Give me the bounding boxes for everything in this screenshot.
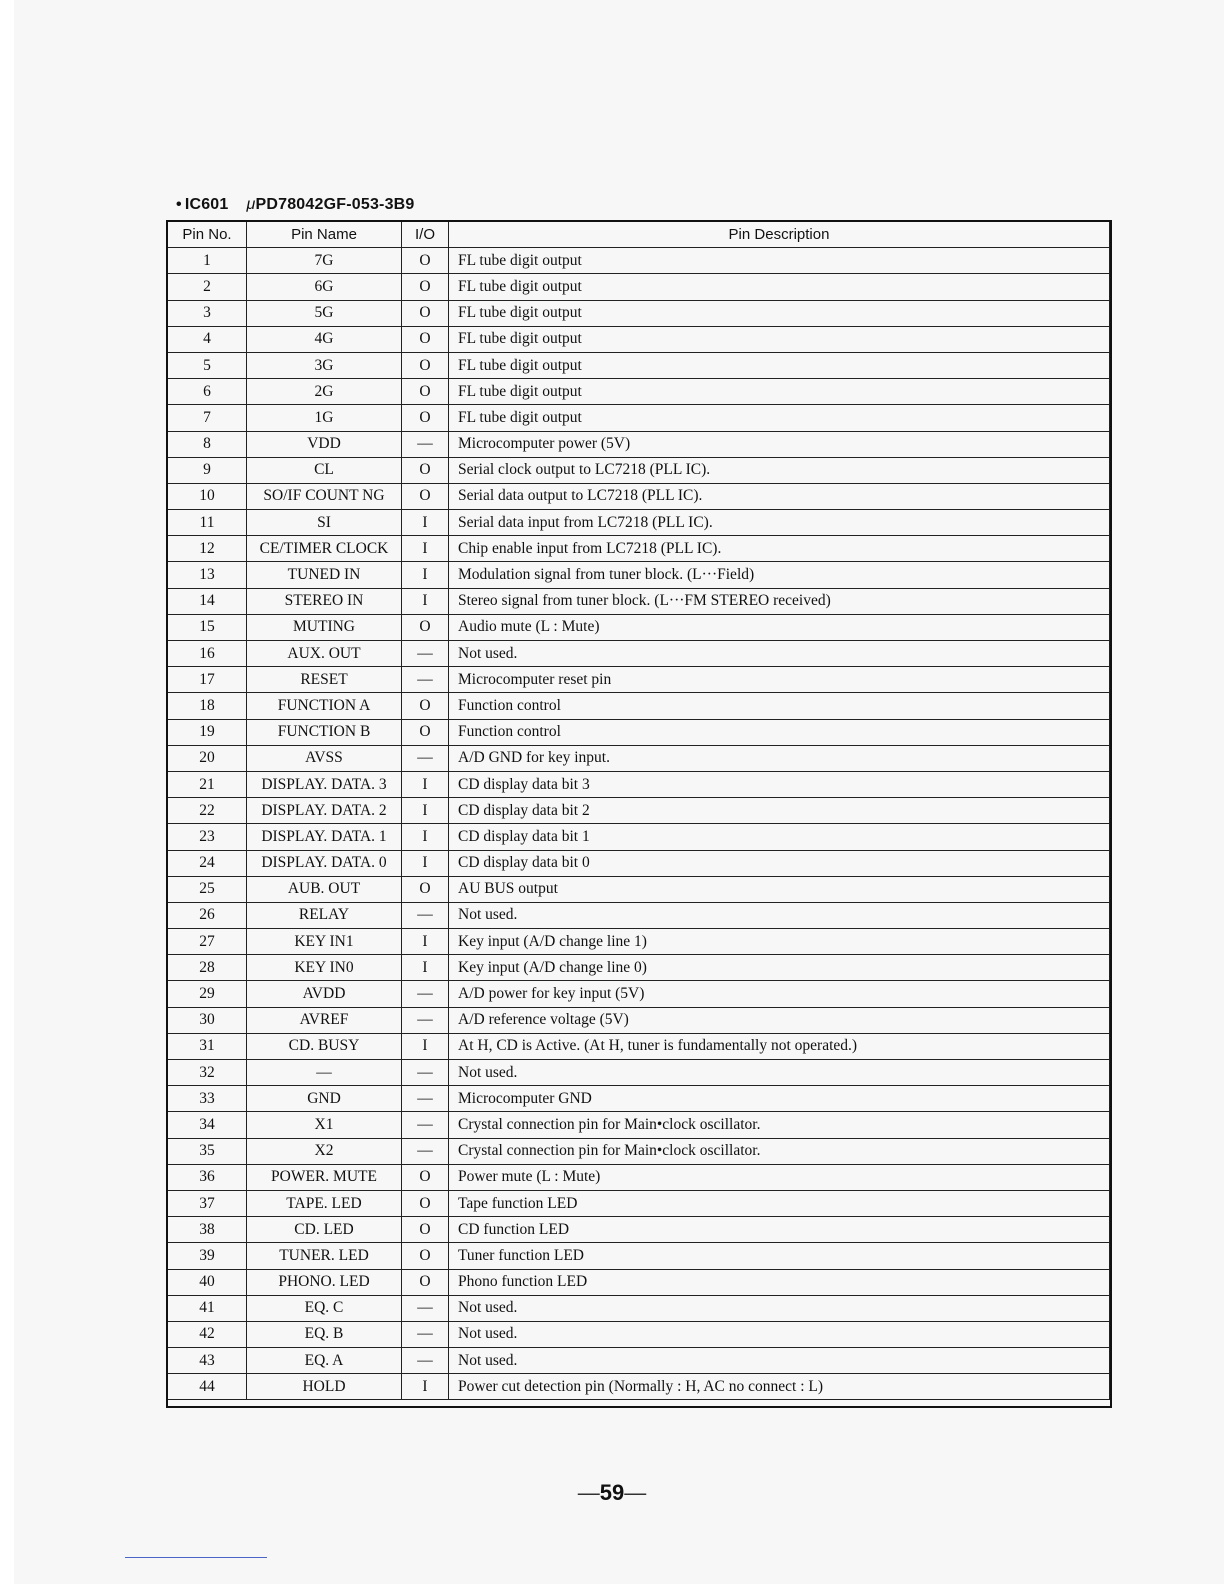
pin-io: O bbox=[402, 483, 449, 509]
table-row bbox=[168, 1033, 1110, 1059]
table-row bbox=[168, 1217, 1110, 1243]
pin-name: TUNED IN bbox=[247, 562, 402, 588]
table-row bbox=[168, 902, 1110, 928]
page-dash-left: — bbox=[577, 1480, 600, 1505]
pin-description: CD display data bit 1 bbox=[449, 824, 1110, 850]
table-row bbox=[168, 929, 1110, 955]
table-row bbox=[168, 1348, 1110, 1374]
pin-number: 32 bbox=[168, 1060, 247, 1086]
pin-io: O bbox=[402, 352, 449, 378]
pin-io: I bbox=[402, 1033, 449, 1059]
pin-name: TUNER. LED bbox=[247, 1243, 402, 1269]
pin-number: 42 bbox=[168, 1321, 247, 1347]
pin-name: CD. LED bbox=[247, 1217, 402, 1243]
pin-description: AU BUS output bbox=[449, 876, 1110, 902]
pin-io: I bbox=[402, 850, 449, 876]
pin-name: RELAY bbox=[247, 902, 402, 928]
pin-name: 3G bbox=[247, 352, 402, 378]
pin-io: — bbox=[402, 667, 449, 693]
table-row bbox=[168, 1060, 1110, 1086]
header-io: I/O bbox=[402, 222, 449, 248]
pin-number: 33 bbox=[168, 1086, 247, 1112]
pin-name: KEY IN0 bbox=[247, 955, 402, 981]
pin-description: Function control bbox=[449, 719, 1110, 745]
link-underline bbox=[125, 1557, 267, 1558]
pin-name: SO/IF COUNT NG bbox=[247, 483, 402, 509]
table-row bbox=[168, 274, 1110, 300]
table-row bbox=[168, 1086, 1110, 1112]
pin-io: — bbox=[402, 1086, 449, 1112]
pin-io: — bbox=[402, 1007, 449, 1033]
pin-io: O bbox=[402, 719, 449, 745]
header-pin-name: Pin Name bbox=[247, 222, 402, 248]
pin-description: FL tube digit output bbox=[449, 405, 1110, 431]
pin-number: 18 bbox=[168, 693, 247, 719]
table-row bbox=[168, 771, 1110, 797]
pin-io: — bbox=[402, 431, 449, 457]
table-row bbox=[168, 981, 1110, 1007]
table-row bbox=[168, 1138, 1110, 1164]
pin-number: 4 bbox=[168, 326, 247, 352]
pin-io: — bbox=[402, 1112, 449, 1138]
table-header-row bbox=[168, 222, 1110, 248]
pin-description: Stereo signal from tuner block. (L···FM STEREO received) bbox=[449, 588, 1110, 614]
pin-io: O bbox=[402, 248, 449, 274]
header-pin-no: Pin No. bbox=[168, 222, 247, 248]
pin-description: Serial clock output to LC7218 (PLL IC). bbox=[449, 457, 1110, 483]
pin-number: 28 bbox=[168, 955, 247, 981]
pin-name: DISPLAY. DATA. 1 bbox=[247, 824, 402, 850]
pin-name: 7G bbox=[247, 248, 402, 274]
pin-io: I bbox=[402, 929, 449, 955]
pin-name: 2G bbox=[247, 379, 402, 405]
pin-description: A/D power for key input (5V) bbox=[449, 981, 1110, 1007]
pin-io: O bbox=[402, 876, 449, 902]
pin-name: EQ. A bbox=[247, 1348, 402, 1374]
pin-description: Microcomputer power (5V) bbox=[449, 431, 1110, 457]
table-row bbox=[168, 876, 1110, 902]
table-row bbox=[168, 955, 1110, 981]
pin-description: Function control bbox=[449, 693, 1110, 719]
pin-name: DISPLAY. DATA. 0 bbox=[247, 850, 402, 876]
pin-number: 38 bbox=[168, 1217, 247, 1243]
pin-number: 9 bbox=[168, 457, 247, 483]
pin-name: 1G bbox=[247, 405, 402, 431]
pin-name: DISPLAY. DATA. 3 bbox=[247, 771, 402, 797]
pin-number: 10 bbox=[168, 483, 247, 509]
table-row bbox=[168, 1295, 1110, 1321]
pin-number: 31 bbox=[168, 1033, 247, 1059]
page-dash-right: — bbox=[624, 1480, 647, 1505]
pin-number: 2 bbox=[168, 274, 247, 300]
table-row bbox=[168, 850, 1110, 876]
pin-io: O bbox=[402, 1217, 449, 1243]
table-row bbox=[168, 1269, 1110, 1295]
table-row bbox=[168, 614, 1110, 640]
pin-io: O bbox=[402, 693, 449, 719]
pin-number: 23 bbox=[168, 824, 247, 850]
pin-name: X1 bbox=[247, 1112, 402, 1138]
pin-name: AUB. OUT bbox=[247, 876, 402, 902]
pin-number: 44 bbox=[168, 1374, 247, 1400]
pin-io: I bbox=[402, 771, 449, 797]
pin-number: 19 bbox=[168, 719, 247, 745]
pin-description: CD display data bit 2 bbox=[449, 798, 1110, 824]
table-row bbox=[168, 536, 1110, 562]
pin-name: CL bbox=[247, 457, 402, 483]
pin-description: FL tube digit output bbox=[449, 300, 1110, 326]
pin-name: EQ. C bbox=[247, 1295, 402, 1321]
pin-description: Not used. bbox=[449, 1321, 1110, 1347]
pin-description: FL tube digit output bbox=[449, 326, 1110, 352]
part-number: PD78042GF-053-3B9 bbox=[255, 196, 415, 213]
pin-number: 12 bbox=[168, 536, 247, 562]
pin-description: Tape function LED bbox=[449, 1190, 1110, 1216]
table-row bbox=[168, 667, 1110, 693]
table-row bbox=[168, 824, 1110, 850]
pin-name: DISPLAY. DATA. 2 bbox=[247, 798, 402, 824]
table-row bbox=[168, 431, 1110, 457]
pin-name: CD. BUSY bbox=[247, 1033, 402, 1059]
pin-description: CD display data bit 0 bbox=[449, 850, 1110, 876]
pin-name: AUX. OUT bbox=[247, 641, 402, 667]
pin-io: I bbox=[402, 1374, 449, 1400]
pin-description: FL tube digit output bbox=[449, 379, 1110, 405]
pin-name: MUTING bbox=[247, 614, 402, 640]
pin-io: — bbox=[402, 745, 449, 771]
pin-number: 27 bbox=[168, 929, 247, 955]
pin-io: I bbox=[402, 824, 449, 850]
pin-number: 7 bbox=[168, 405, 247, 431]
pin-io: — bbox=[402, 1060, 449, 1086]
table-row bbox=[168, 693, 1110, 719]
page-edge bbox=[0, 0, 14, 1584]
pin-description: FL tube digit output bbox=[449, 274, 1110, 300]
table-row bbox=[168, 326, 1110, 352]
pin-description: Microcomputer GND bbox=[449, 1086, 1110, 1112]
pin-number: 36 bbox=[168, 1164, 247, 1190]
pin-io: O bbox=[402, 300, 449, 326]
table-row bbox=[168, 641, 1110, 667]
pin-io: O bbox=[402, 614, 449, 640]
pin-io: I bbox=[402, 536, 449, 562]
table-row bbox=[168, 1164, 1110, 1190]
pin-name: TAPE. LED bbox=[247, 1190, 402, 1216]
pin-description: Serial data input from LC7218 (PLL IC). bbox=[449, 510, 1110, 536]
pin-description: Not used. bbox=[449, 1348, 1110, 1374]
pin-name: RESET bbox=[247, 667, 402, 693]
pin-description: Key input (A/D change line 1) bbox=[449, 929, 1110, 955]
pin-description: FL tube digit output bbox=[449, 352, 1110, 378]
pin-io: O bbox=[402, 1269, 449, 1295]
ic-designator: IC601 bbox=[184, 196, 229, 213]
pin-description: CD display data bit 3 bbox=[449, 771, 1110, 797]
table-row bbox=[168, 1112, 1110, 1138]
pin-io: — bbox=[402, 1295, 449, 1321]
pin-description: Crystal connection pin for Main•clock oscillator. bbox=[449, 1112, 1110, 1138]
pin-io: I bbox=[402, 510, 449, 536]
table-row bbox=[168, 457, 1110, 483]
pin-io: O bbox=[402, 1243, 449, 1269]
mu-prefix: μ bbox=[246, 196, 256, 213]
pin-name: CE/TIMER CLOCK bbox=[247, 536, 402, 562]
pin-name: HOLD bbox=[247, 1374, 402, 1400]
pin-description: Serial data output to LC7218 (PLL IC). bbox=[449, 483, 1110, 509]
table-row bbox=[168, 588, 1110, 614]
pin-number: 3 bbox=[168, 300, 247, 326]
pin-name: AVREF bbox=[247, 1007, 402, 1033]
pin-description: A/D GND for key input. bbox=[449, 745, 1110, 771]
pin-io: I bbox=[402, 562, 449, 588]
table-row bbox=[168, 483, 1110, 509]
pin-description: Power cut detection pin (Normally : H, AC no connect : L) bbox=[449, 1374, 1110, 1400]
pin-number: 1 bbox=[168, 248, 247, 274]
pin-name: AVSS bbox=[247, 745, 402, 771]
table-row bbox=[168, 1190, 1110, 1216]
pin-number: 21 bbox=[168, 771, 247, 797]
pin-io: — bbox=[402, 902, 449, 928]
pin-name: VDD bbox=[247, 431, 402, 457]
pin-number: 30 bbox=[168, 1007, 247, 1033]
pin-name: PHONO. LED bbox=[247, 1269, 402, 1295]
table-row bbox=[168, 1243, 1110, 1269]
pin-number: 22 bbox=[168, 798, 247, 824]
pin-description: Not used. bbox=[449, 902, 1110, 928]
pin-number: 13 bbox=[168, 562, 247, 588]
pin-description: Not used. bbox=[449, 1060, 1110, 1086]
pin-number: 25 bbox=[168, 876, 247, 902]
pin-name: STEREO IN bbox=[247, 588, 402, 614]
header-pin-description: Pin Description bbox=[449, 222, 1110, 248]
table-row bbox=[168, 405, 1110, 431]
pin-number: 24 bbox=[168, 850, 247, 876]
pin-number: 35 bbox=[168, 1138, 247, 1164]
pin-io: O bbox=[402, 1164, 449, 1190]
pin-number: 39 bbox=[168, 1243, 247, 1269]
pin-name: — bbox=[247, 1060, 402, 1086]
pin-description: Phono function LED bbox=[449, 1269, 1110, 1295]
table-body bbox=[168, 248, 1110, 1400]
pin-description: Chip enable input from LC7218 (PLL IC). bbox=[449, 536, 1110, 562]
pin-name: FUNCTION A bbox=[247, 693, 402, 719]
pin-number: 40 bbox=[168, 1269, 247, 1295]
table-row bbox=[168, 379, 1110, 405]
pin-description: Crystal connection pin for Main•clock oscillator. bbox=[449, 1138, 1110, 1164]
pin-number: 37 bbox=[168, 1190, 247, 1216]
pin-number: 29 bbox=[168, 981, 247, 1007]
pin-number: 6 bbox=[168, 379, 247, 405]
pin-io: O bbox=[402, 457, 449, 483]
pin-name: X2 bbox=[247, 1138, 402, 1164]
pin-name: 6G bbox=[247, 274, 402, 300]
pin-description: Not used. bbox=[449, 641, 1110, 667]
pin-io: — bbox=[402, 1321, 449, 1347]
pin-number: 11 bbox=[168, 510, 247, 536]
pin-description: FL tube digit output bbox=[449, 248, 1110, 274]
pin-name: SI bbox=[247, 510, 402, 536]
pin-description: A/D reference voltage (5V) bbox=[449, 1007, 1110, 1033]
pin-io: I bbox=[402, 798, 449, 824]
pin-io: O bbox=[402, 326, 449, 352]
table-row bbox=[168, 745, 1110, 771]
pin-io: O bbox=[402, 379, 449, 405]
table-row bbox=[168, 562, 1110, 588]
table-row bbox=[168, 1321, 1110, 1347]
pin-number: 17 bbox=[168, 667, 247, 693]
pin-io: O bbox=[402, 274, 449, 300]
pin-description: Audio mute (L : Mute) bbox=[449, 614, 1110, 640]
pin-name: FUNCTION B bbox=[247, 719, 402, 745]
page-number-value: 59 bbox=[599, 1480, 625, 1505]
pin-io: I bbox=[402, 955, 449, 981]
pin-description: Tuner function LED bbox=[449, 1243, 1110, 1269]
pin-name: GND bbox=[247, 1086, 402, 1112]
pin-io: O bbox=[402, 405, 449, 431]
pin-number: 20 bbox=[168, 745, 247, 771]
section-heading bbox=[176, 196, 415, 214]
table-row bbox=[168, 510, 1110, 536]
table-row bbox=[168, 352, 1110, 378]
pin-description: Power mute (L : Mute) bbox=[449, 1164, 1110, 1190]
pin-number: 43 bbox=[168, 1348, 247, 1374]
pin-name: 4G bbox=[247, 326, 402, 352]
pin-name: KEY IN1 bbox=[247, 929, 402, 955]
pin-name: POWER. MUTE bbox=[247, 1164, 402, 1190]
table-row bbox=[168, 1007, 1110, 1033]
pin-name: AVDD bbox=[247, 981, 402, 1007]
pin-number: 34 bbox=[168, 1112, 247, 1138]
pin-name: 5G bbox=[247, 300, 402, 326]
pin-description: Microcomputer reset pin bbox=[449, 667, 1110, 693]
pin-number: 26 bbox=[168, 902, 247, 928]
table-row bbox=[168, 300, 1110, 326]
pin-table bbox=[167, 221, 1110, 1400]
pin-number: 16 bbox=[168, 641, 247, 667]
pin-name: EQ. B bbox=[247, 1321, 402, 1347]
pin-description: CD function LED bbox=[449, 1217, 1110, 1243]
pin-io: — bbox=[402, 981, 449, 1007]
table-row bbox=[168, 719, 1110, 745]
bullet-icon: • bbox=[176, 196, 182, 213]
pin-io: — bbox=[402, 1348, 449, 1374]
pin-description: Modulation signal from tuner block. (L···Field) bbox=[449, 562, 1110, 588]
pin-description: Key input (A/D change line 0) bbox=[449, 955, 1110, 981]
table-row bbox=[168, 1374, 1110, 1400]
table-row bbox=[168, 248, 1110, 274]
pin-number: 15 bbox=[168, 614, 247, 640]
page-number bbox=[0, 1480, 1224, 1506]
pin-io: I bbox=[402, 588, 449, 614]
pin-io: — bbox=[402, 1138, 449, 1164]
pin-description: Not used. bbox=[449, 1295, 1110, 1321]
table-row bbox=[168, 798, 1110, 824]
pin-description: At H, CD is Active. (At H, tuner is fundamentally not operated.) bbox=[449, 1033, 1110, 1059]
pin-io: — bbox=[402, 641, 449, 667]
pin-number: 5 bbox=[168, 352, 247, 378]
pin-number: 8 bbox=[168, 431, 247, 457]
pin-number: 41 bbox=[168, 1295, 247, 1321]
pin-number: 14 bbox=[168, 588, 247, 614]
pin-io: O bbox=[402, 1190, 449, 1216]
